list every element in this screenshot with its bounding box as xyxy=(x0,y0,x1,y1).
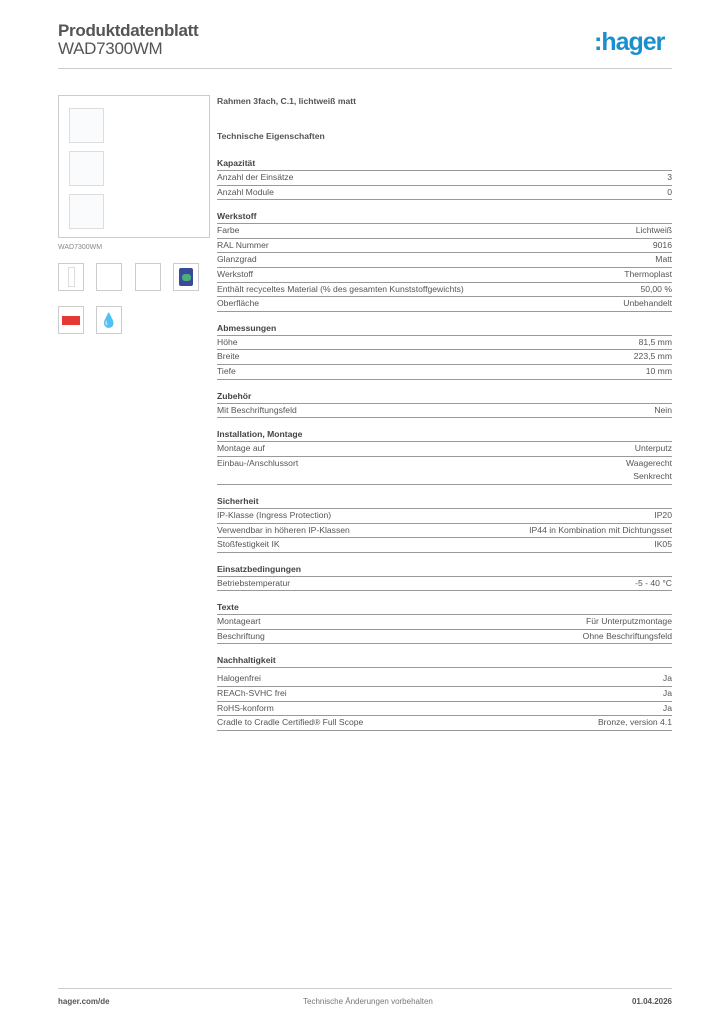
property-label: Werkstoff xyxy=(217,268,253,279)
property-value: Lichtweiß xyxy=(635,225,672,236)
section-heading: Zubehör xyxy=(217,390,672,404)
property-label: Halogenfrei xyxy=(217,673,261,684)
property-value: Ja xyxy=(662,673,672,684)
property-value: 10 mm xyxy=(645,365,672,376)
property-label: Enthält recyceltes Material (% des gesamten Kunststoffgewichts) xyxy=(217,283,464,294)
section-heading: Texte xyxy=(217,601,672,615)
section-heading: Installation, Montage xyxy=(217,428,672,442)
property-row xyxy=(217,538,672,553)
property-value: 3 xyxy=(667,172,672,182)
property-label: Montageart xyxy=(217,616,261,627)
property-label: Mit Beschriftungsfeld xyxy=(217,404,297,415)
thumbnail-product-front[interactable] xyxy=(58,263,84,291)
property-label: Beschriftung xyxy=(217,630,265,641)
property-value: 9016 xyxy=(652,239,672,250)
property-row xyxy=(217,350,672,365)
property-row xyxy=(217,224,672,239)
property-row xyxy=(217,702,672,717)
property-value: Unterputz xyxy=(634,443,672,454)
page-title: Produktdatenblatt xyxy=(58,21,199,40)
property-row xyxy=(217,457,672,485)
property-row xyxy=(217,239,672,254)
property-label: Farbe xyxy=(217,225,240,236)
property-value: Waagerecht Senkrecht xyxy=(625,457,672,482)
section-heading: Sicherheit xyxy=(217,495,672,509)
property-row xyxy=(217,297,672,312)
water-drops-icon[interactable]: 💧 xyxy=(96,306,122,334)
thumbnail-product-side[interactable] xyxy=(96,263,122,291)
property-value: Ohne Beschriftungsfeld xyxy=(582,630,672,641)
property-label: RAL Nummer xyxy=(217,239,269,250)
section-title: Technische Eigenschaften xyxy=(217,131,325,141)
footer-date: 01.04.2026 xyxy=(631,997,672,1006)
property-row xyxy=(217,186,672,201)
property-value: Ja xyxy=(662,688,672,699)
property-value: IP20 xyxy=(654,509,672,520)
section-heading: Einsatzbedingungen xyxy=(217,563,672,577)
image-caption: WAD7300WM xyxy=(58,244,103,251)
property-value: Für Unterputzmontage xyxy=(586,616,672,627)
property-row xyxy=(217,336,672,351)
property-row xyxy=(217,524,672,539)
property-row xyxy=(217,687,672,702)
footer-divider xyxy=(58,988,672,989)
section-heading: Nachhaltigkeit xyxy=(217,654,672,668)
property-value: 223,5 mm xyxy=(633,351,672,362)
footer-note: Technische Änderungen vorbehalten xyxy=(303,997,433,1006)
property-row xyxy=(217,716,672,731)
property-label: Anzahl Module xyxy=(217,186,274,197)
property-value: Bronze, version 4.1 xyxy=(597,717,672,728)
property-label: Höhe xyxy=(217,336,238,347)
product-image xyxy=(58,95,210,238)
property-label: Anzahl der Einsätze xyxy=(217,172,294,182)
property-value: 50,00 % xyxy=(640,283,672,294)
property-label: Betriebstemperatur xyxy=(217,577,291,588)
property-value: Ja xyxy=(662,702,672,713)
ip-rating-icon[interactable] xyxy=(58,306,84,334)
property-value: IK05 xyxy=(654,539,672,550)
property-row xyxy=(217,253,672,268)
property-value: IP44 in Kombination mit Dichtungsset xyxy=(529,524,672,535)
section-heading: Werkstoff xyxy=(217,210,672,224)
property-value: Unbehandelt xyxy=(623,298,672,309)
property-label: REACh-SVHC frei xyxy=(217,688,287,699)
property-value: Nein xyxy=(654,404,672,415)
thumbnail-product-back[interactable] xyxy=(135,263,161,291)
header-divider xyxy=(58,68,672,69)
article-number: WAD7300WM xyxy=(58,39,163,58)
property-row xyxy=(217,283,672,298)
footer-website-link[interactable]: hager.com/de xyxy=(58,997,110,1006)
property-label: Stoßfestigkeit IK xyxy=(217,539,280,550)
section-heading: Kapazität xyxy=(217,157,672,171)
property-label: Tiefe xyxy=(217,365,236,376)
property-value: Matt xyxy=(655,254,672,265)
property-label: Montage auf xyxy=(217,443,265,454)
property-label: RoHS-konform xyxy=(217,702,274,713)
property-row xyxy=(217,615,672,630)
property-label: Glanzgrad xyxy=(217,254,257,265)
property-label: Oberfläche xyxy=(217,298,260,309)
property-label: Breite xyxy=(217,351,240,362)
property-value: 81,5 mm xyxy=(638,336,672,347)
section-heading: Abmessungen xyxy=(217,322,672,336)
property-row xyxy=(217,268,672,283)
property-row xyxy=(217,672,672,687)
property-row xyxy=(217,365,672,380)
property-value: -5 - 40 °C xyxy=(635,577,672,588)
property-label: Einbau-/Anschlussort xyxy=(217,457,299,468)
property-row xyxy=(217,630,672,645)
property-value: 0 xyxy=(667,186,672,197)
cradle-to-cradle-icon[interactable] xyxy=(173,263,199,291)
product-name: Rahmen 3fach, C.1, lichtweiß matt xyxy=(217,96,356,106)
property-label: Verwendbar in höheren IP-Klassen xyxy=(217,524,350,535)
property-row xyxy=(217,171,672,186)
property-value: Thermoplast xyxy=(624,268,672,279)
property-label: IP-Klasse (Ingress Protection) xyxy=(217,509,332,520)
property-label: Cradle to Cradle Certified® Full Scope xyxy=(217,717,364,728)
property-row xyxy=(217,509,672,524)
property-row xyxy=(217,577,672,592)
property-row xyxy=(217,404,672,419)
hager-logo: :hager xyxy=(594,28,665,56)
property-row xyxy=(217,442,672,457)
